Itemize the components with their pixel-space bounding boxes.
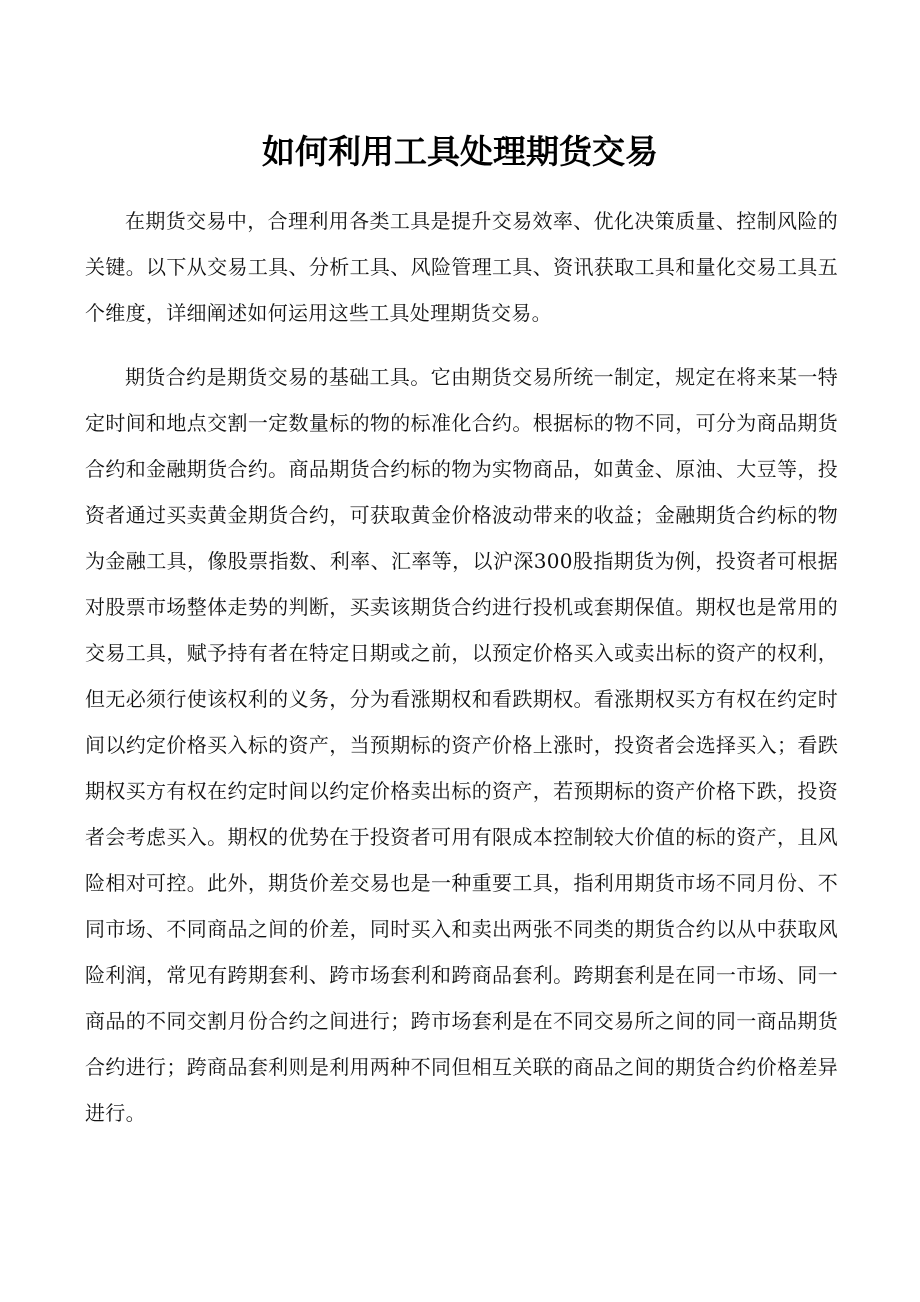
document-title: 如何利用工具处理期货交易	[262, 132, 658, 171]
intro-paragraph: 在期货交易中，合理利用各类工具是提升交易效率、优化决策质量、控制风险的关键。以下从交易工具、分析工具、风险管理工具、资讯获取工具和量化交易工具五个维度，详细阐述如何运用这些工具处理期货交易。	[85, 209, 838, 325]
futures-tools-paragraph: 期货合约是期货交易的基础工具。它由期货交易所统一制定，规定在将来某一特定时间和地点交割一定数量标的物的标准化合约。根据标的物不同，可分为商品期货合约和金融期货合约。商品期货合约标的物为实物商品，如黄金、原油、大豆等，投资者通过买卖黄金期货合约，可获取黄金价格波动带来的收益；金融期货合约标的物为金融工具，像股票指数、利率、汇率等，以沪深300股指期货为例，投资者可根据对股票市场整体走势的判断，买卖该期货合约进行投机或套期保值。期权也是常用的交易工具，赋予持有者在特定日期或之前，以预定价格买入或卖出标的资产的权利，但无必须行使该权利的义务，分为看涨期权和看跌期权。看涨期权买方有权在约定时间以约定价格买入标的资产，当预期标的资产价格上涨时，投资者会选择买入；看跌期权买方有权在约定时间以约定价格卖出标的资产，若预期标的资产价格下跌，投资者会考虑买入。期权的优势在于投资者可用有限成本控制较大价值的标的资产，且风险相对可控。此外，期货价差交易也是一种重要工具，指利用期货市场不同月份、不同市场、不同商品之间的价差，同时买入和卖出两张不同类的期货合约以从中获取风险利润，常见有跨期套利、跨市场套利和跨商品套利。跨期套利是在同一市场、同一商品的不同交割月份合约之间进行；跨市场套利是在不同交易所之间的同一商品期货合约进行；跨商品套利则是利用两种不同但相互关联的商品之间的期货合约价格差异进行。	[85, 365, 838, 1125]
